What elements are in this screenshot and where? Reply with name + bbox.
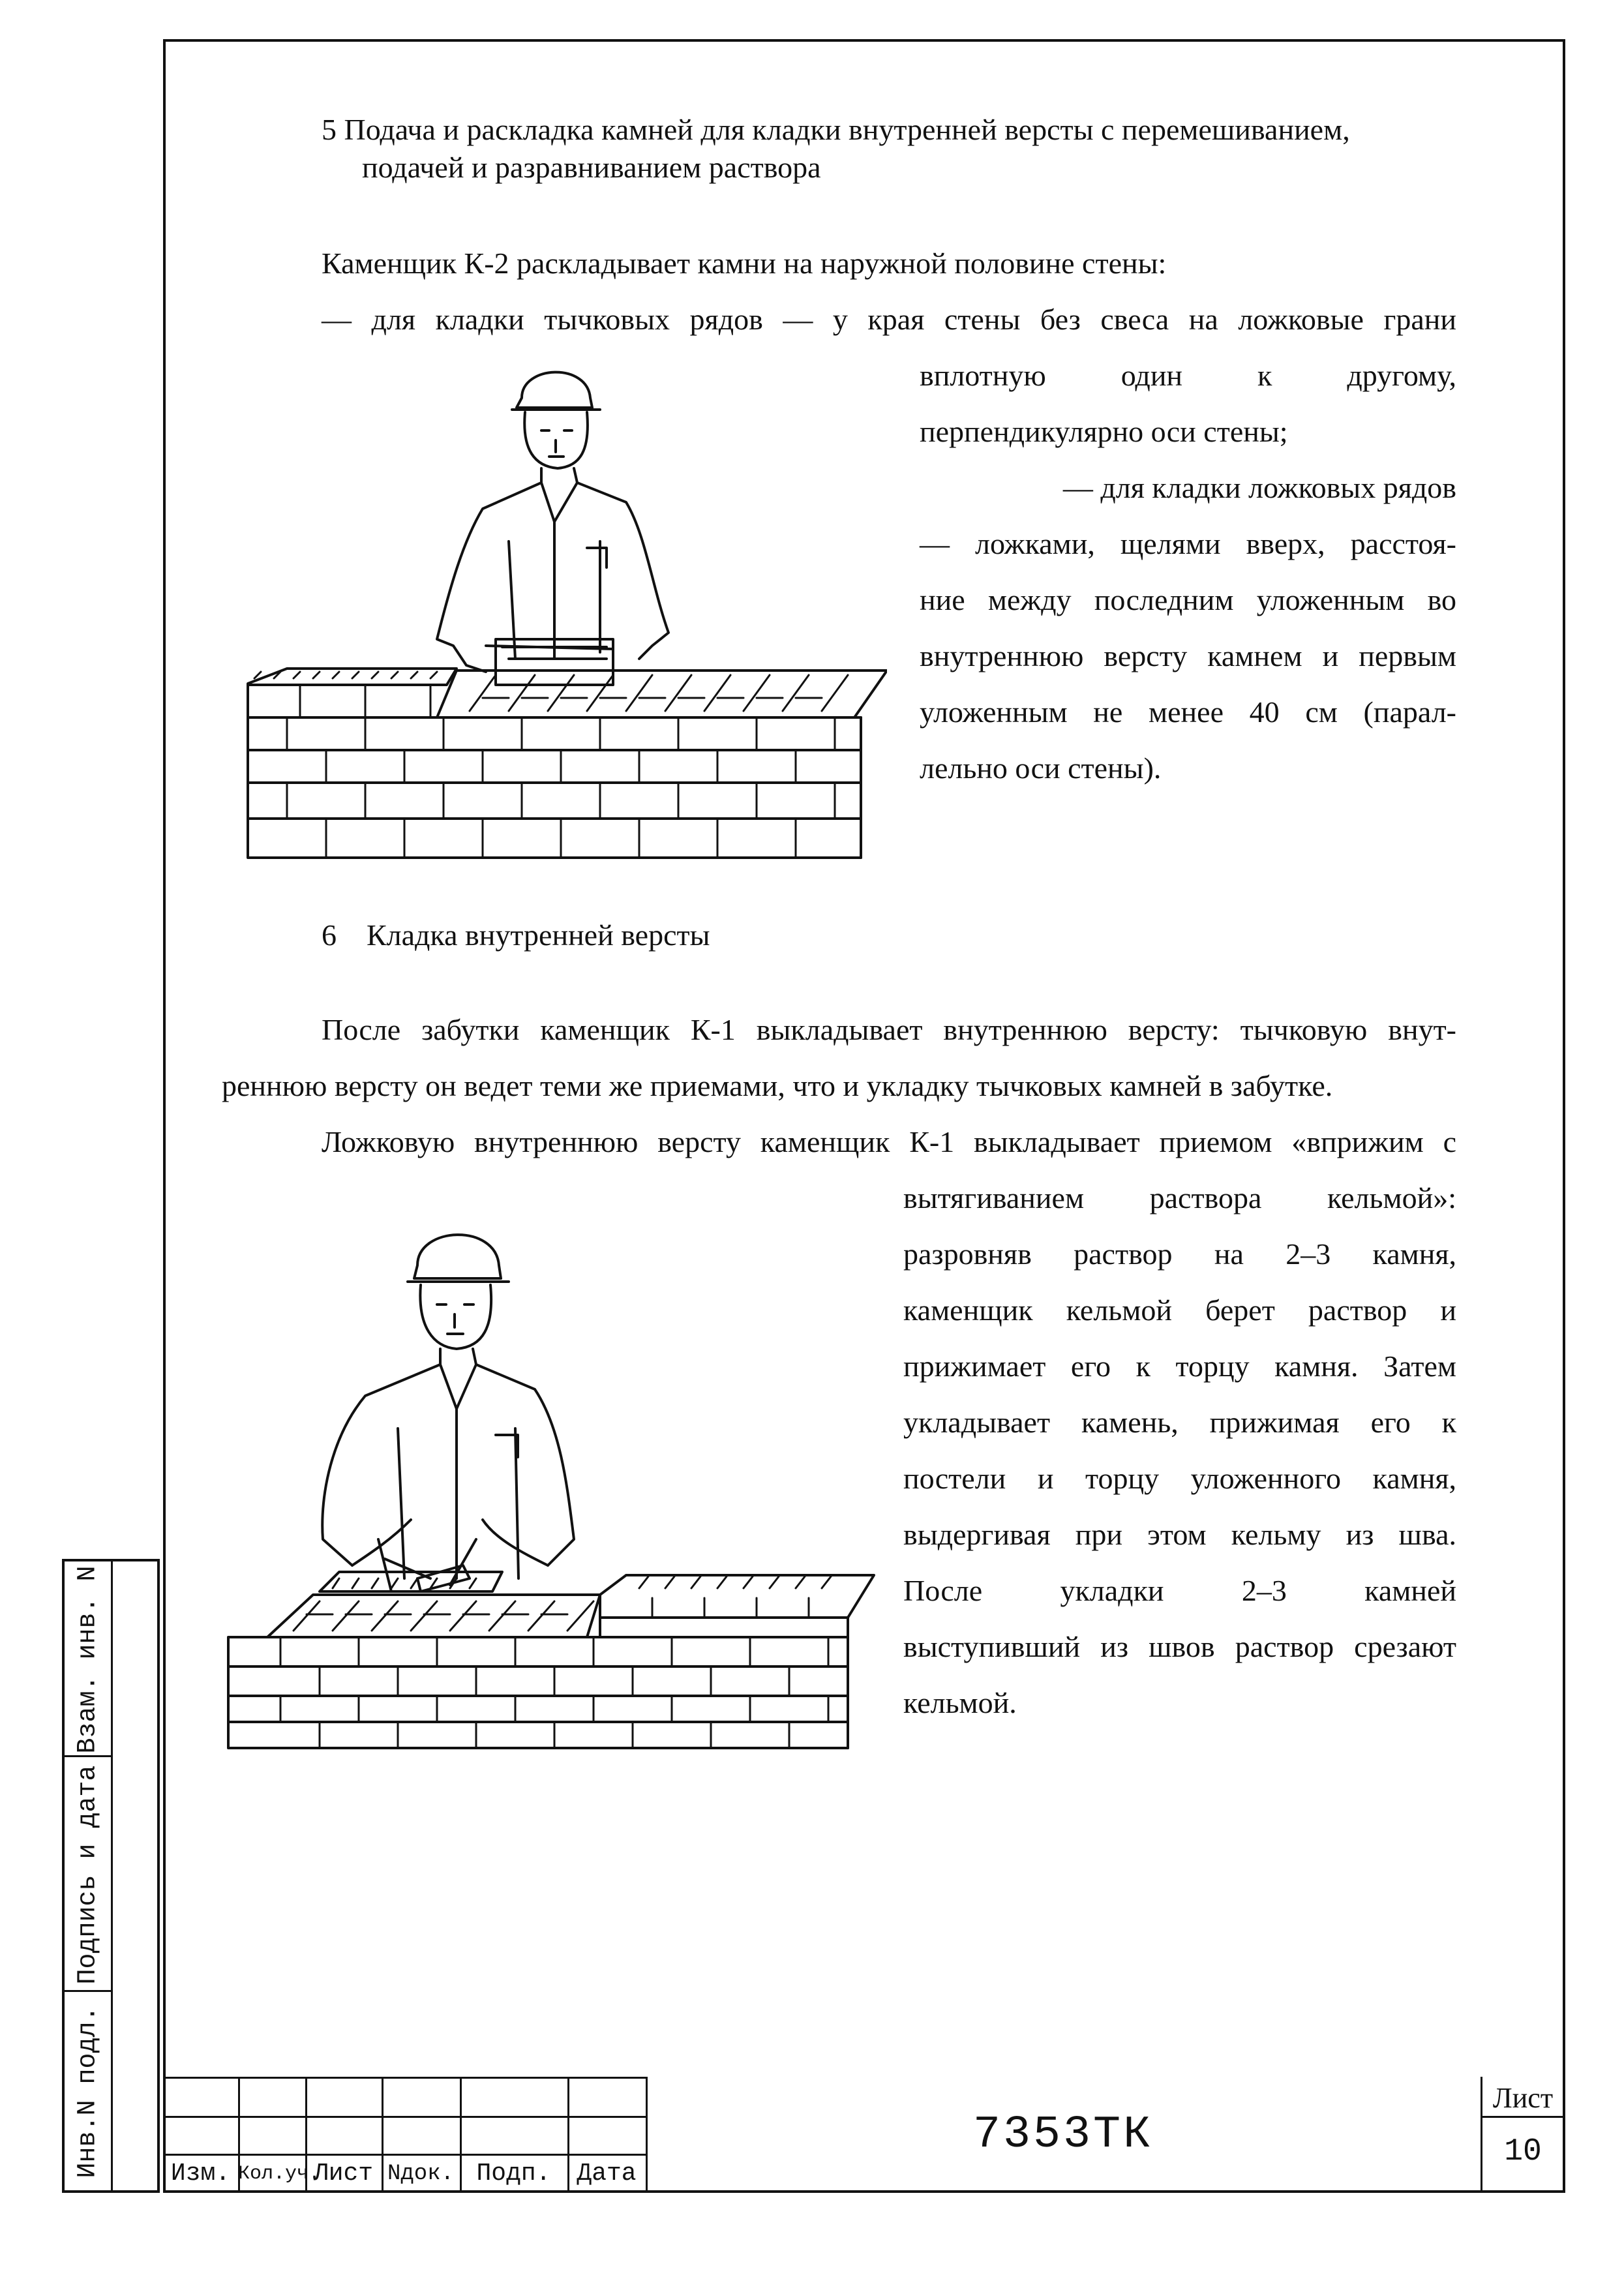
section5-heading-line2: подачей и разравниванием раствора — [362, 151, 821, 184]
section6-heading: 6 Кладка внутренней версты — [322, 918, 710, 952]
section5-heading-line1: 5 Подача и раскладка камней для кладки внутренней версты с перемешиванием, — [322, 113, 1350, 146]
sheet-label: Лист — [1492, 2082, 1554, 2114]
section6-para2-line1: Ложковую внутреннюю версту каменщик К-1 выкладывает приемом «вприжим с — [322, 1125, 1456, 1158]
side-cell-signature-date: Подпись и дата — [73, 1764, 103, 1985]
section6-para2-line3: разровняв раствор на 2–3 камня, — [903, 1237, 1456, 1271]
section5-bullet2-line5: уложенным не менее 40 см (парал- — [920, 695, 1456, 729]
mason-with-trowel-illustration — [222, 1213, 887, 1761]
document-code: 7353ТК — [972, 2109, 1154, 2161]
section5-bullet2-line6: лельно оси стены). — [920, 751, 1162, 785]
col-data: Дата — [577, 2160, 637, 2188]
section6-para2-line5: прижимает его к торцу камня. Затем — [903, 1350, 1456, 1383]
col-list: Лист — [313, 2160, 374, 2188]
section6-para1-line2: реннюю версту он ведет теми же приемами, что и укладку тычковых камней в забутке. — [222, 1069, 1333, 1102]
section5-bullet2-line4: внутреннюю версту камнем и первым — [920, 639, 1456, 672]
side-cell-original-inv: Инв.N подл. — [73, 2005, 103, 2179]
section6-para2-line9: После укладки 2–3 камней — [903, 1574, 1456, 1607]
side-stamp-strip — [62, 1559, 160, 2193]
section5-bullet2-line2: — ложками, щелями вверх, расстоя- — [920, 527, 1456, 560]
section6-para2-line10: выступивший из швов раствор срезают — [903, 1630, 1456, 1663]
section5-bullet2-line3: ние между последним уложенным во — [920, 583, 1456, 616]
section5-bullet1-line3: перпендикулярно оси стены; — [920, 415, 1288, 448]
section5-bullet1-line1: — для кладки тычковых рядов — у края стены без свеса на ложковые грани — [322, 303, 1456, 336]
section6-para2-line6: укладывает камень, прижимая его к — [903, 1406, 1456, 1439]
title-block — [163, 2077, 1565, 2193]
section6-para2-line7: постели и торцу уложенного камня, — [903, 1462, 1456, 1495]
section5-bullet2-line1: — для кладки ложковых рядов — [1062, 471, 1456, 504]
section6-para2-line2: вытягиванием раствора кельмой»: — [903, 1181, 1456, 1214]
col-kol-uch: Кол.уч. — [238, 2163, 321, 2185]
col-ndok: Nдок. — [387, 2162, 455, 2186]
section6-para2-line8: выдергивая при этом кельму из шва. — [903, 1518, 1456, 1551]
section6-para2-line11: кельмой. — [903, 1686, 1017, 1719]
section6-para1-line1: После забутки каменщик К-1 выкладывает внутреннюю версту: тычковую внут- — [322, 1013, 1456, 1046]
section5-bullet1-line2: вплотную один к другому, — [920, 359, 1456, 392]
side-cell-replacement-inv: Взам. инв. N — [73, 1565, 103, 1754]
col-podp: Подп. — [476, 2160, 551, 2188]
mason-placing-stones-illustration — [235, 352, 887, 861]
col-izm: Изм. — [170, 2160, 231, 2188]
sheet-number: 10 — [1504, 2134, 1542, 2169]
section5-intro: Каменщик К-2 раскладывает камни на наружной половине стены: — [322, 247, 1167, 280]
section6-para2-line4: каменщик кельмой берет раствор и — [903, 1293, 1456, 1327]
